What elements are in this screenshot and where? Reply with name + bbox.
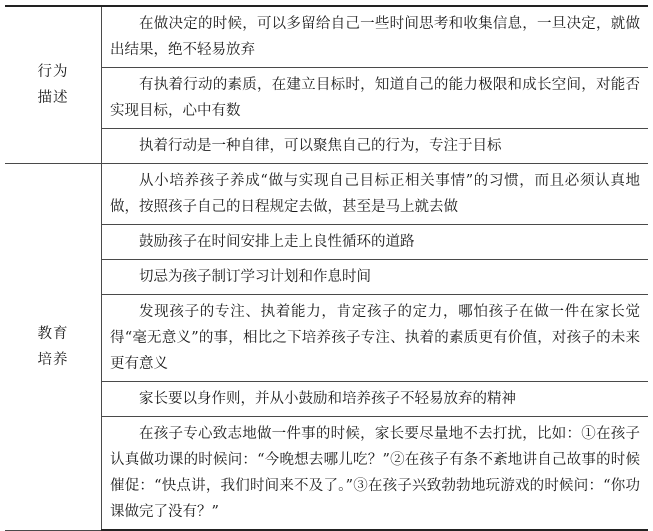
- table-row: [5, 6, 648, 68]
- table-row: [5, 129, 648, 164]
- category-label: 培养: [37, 351, 69, 368]
- item-text: 家长要以身作则，并从小鼓励和培养孩子不轻易放弃的精神: [102, 382, 649, 417]
- item-text: 有执着行动的素质，在建立目标时，知道自己的能力极限和成长空间，对能否实现目标，心中有数: [102, 68, 649, 129]
- table-row: [5, 164, 648, 225]
- category-cell: [5, 6, 102, 164]
- item-text: 从小培养孩子养成“做与实现自己目标正相关事情”的习惯，而且必须认真地做，按照孩子自己的日程规定去做，甚至是马上就去做: [102, 164, 649, 225]
- category-label: 行为: [37, 64, 69, 80]
- category-cell: [5, 164, 102, 531]
- table-row: [5, 295, 648, 382]
- table-row: [5, 68, 648, 129]
- behavior-education-table: [5, 5, 648, 531]
- category-label: 教育: [37, 325, 69, 342]
- item-text: 在做决定的时候，可以多留给自己一些时间思考和收集信息，一旦决定，就做出结果，绝不轻易放弃: [102, 6, 649, 68]
- table-row: [5, 260, 648, 295]
- table-body: [5, 6, 648, 530]
- item-text: 发现孩子的专注、执着能力，肯定孩子的定力，哪怕孩子在做一件在家长觉得“毫无意义”的事，相比之下培养孩子专注、执着的素质更有价值，对孩子的未来更有意义: [102, 295, 649, 382]
- table-row: [5, 225, 648, 260]
- item-text: 鼓励孩子在时间安排上走上良性循环的道路: [102, 225, 649, 260]
- table-row: [5, 382, 648, 417]
- table-row: [5, 417, 648, 531]
- item-text: 切忌为孩子制订学习计划和作息时间: [102, 260, 649, 295]
- category-label: 描述: [37, 90, 69, 106]
- item-text: 在孩子专心致志地做一件事的时候，家长要尽量地不去打扰，比如：①在孩子认真做功课的时候问：“今晚想去哪儿吃？”②在孩子有条不紊地讲自己故事的时候催促：“快点讲，我们时间来不及了。”③在孩子兴致勃勃地玩游戏的时候问：“你功课做完了没有？”: [102, 417, 649, 531]
- item-text: 执着行动是一种自律，可以聚焦自己的行为，专注于目标: [102, 129, 649, 164]
